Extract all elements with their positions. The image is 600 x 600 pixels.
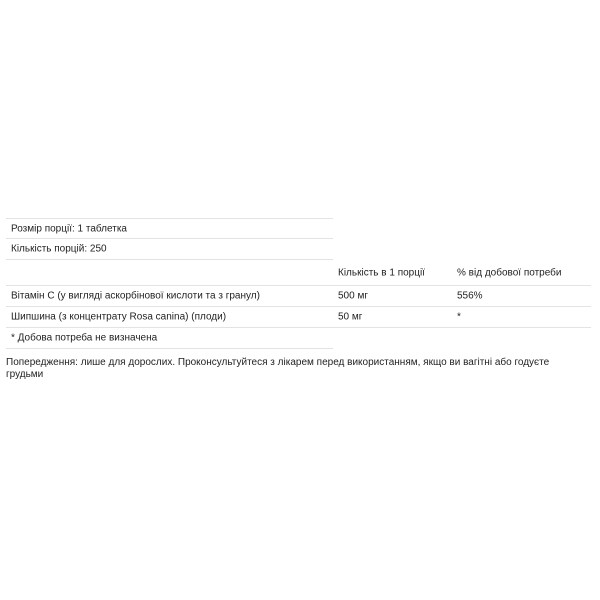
serving-size-row	[6, 218, 333, 239]
serving-size-value: 1 таблетка	[77, 223, 127, 234]
servings-count-label: Кількість порцій:	[11, 243, 88, 255]
ingredient-amount: 500 мг	[338, 290, 368, 302]
ingredient-name: Вітамін С (у вигляді аскорбінової кислоти та з гранул)	[11, 290, 260, 302]
servings-count-row	[6, 239, 333, 260]
servings-count-text	[11, 244, 107, 255]
serving-size-label: Розмір порції:	[11, 223, 75, 234]
ingredient-daily-value: 556%	[457, 290, 483, 302]
ingredient-amount: 50 мг	[338, 311, 363, 323]
ingredient-daily-value: *	[457, 311, 461, 323]
header-amount: Кількість в 1 порції	[338, 267, 425, 279]
ingredient-name: Шипшина (з концентрату Rosa canina) (плоди)	[11, 311, 227, 323]
serving-size-text	[11, 223, 127, 234]
supplement-facts-table	[6, 218, 591, 349]
footnote-text: * Добова потреба не визначена	[11, 332, 158, 344]
table-row	[6, 307, 591, 328]
table-header-row	[6, 260, 591, 286]
warning-text: Попередження: лише для дорослих. Проконсультуйтеся з лікарем перед використанням, якщо ви вагітні або годуєте грудьми	[6, 357, 550, 380]
header-daily-value: % від добової потреби	[457, 267, 562, 279]
footnote-row	[6, 328, 333, 349]
servings-count-value: 250	[89, 243, 107, 255]
table-row	[6, 286, 591, 307]
